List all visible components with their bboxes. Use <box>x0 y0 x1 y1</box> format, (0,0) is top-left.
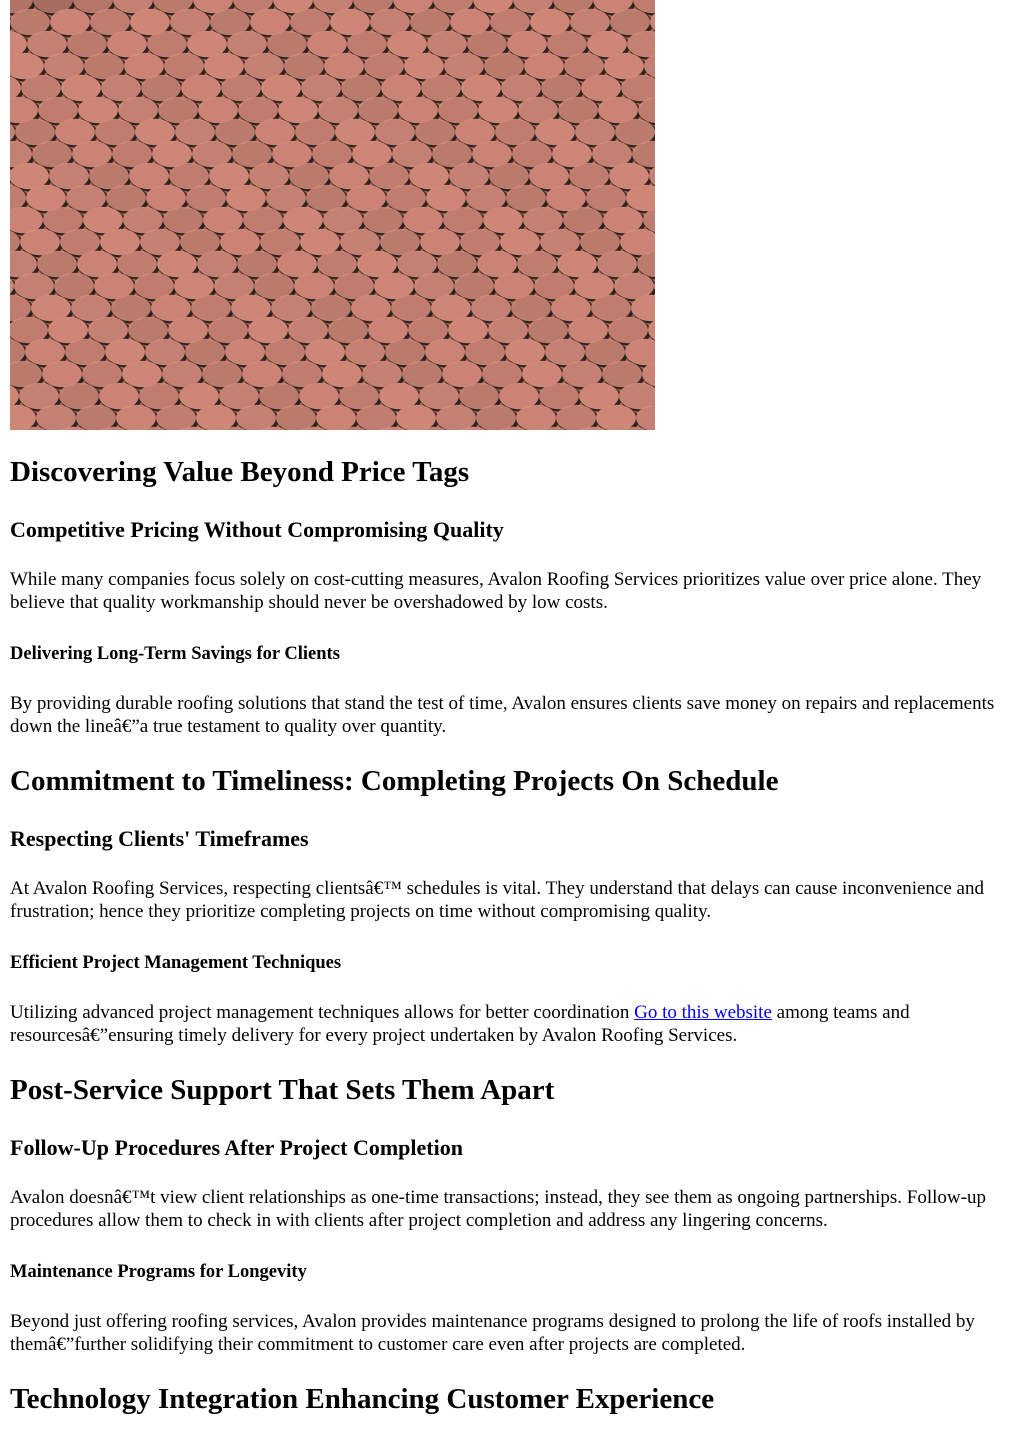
subheading-follow-up: Follow-Up Procedures After Project Completion <box>10 1135 463 1160</box>
paragraph-respecting-timeframes: At Avalon Roofing Services, respecting clientsâ€™ schedules is vital. They understand that delays can cause inconvenience and frustration; hence they prioritize completing projects on time without compromising quality. <box>10 878 984 922</box>
paragraph-competitive-pricing: While many companies focus solely on cost-cutting measures, Avalon Roofing Services prioritizes value over price alone. They believe that quality workmanship should never be overshadowed by low costs. <box>10 569 982 613</box>
paragraph-long-term-savings: By providing durable roofing solutions that stand the test of time, Avalon ensures clients save money on repairs and replacements down the lineâ€”a true testament to quality over quantity. <box>10 693 995 737</box>
go-to-website-link[interactable]: Go to this website <box>634 1002 772 1023</box>
paragraph-follow-up: Avalon doesnâ€™t view client relationships as one-time transactions; instead, they see them as ongoing partnerships. Follow-up procedures allow them to check in with clients after project completion and address any lingering concerns. <box>10 1187 986 1231</box>
section-heading-value: Discovering Value Beyond Price Tags <box>10 456 470 488</box>
subheading-respecting-timeframes: Respecting Clients' Timeframes <box>10 826 309 851</box>
paragraph-text-before-link: Utilizing advanced project management techniques allows for better coordination <box>10 1002 635 1023</box>
section-heading-technology: Technology Integration Enhancing Customer Experience <box>10 1383 715 1415</box>
paragraph-text-after-link: among teams and resourcesâ€”ensuring timely delivery for every project undertaken by Avalon Roofing Services. <box>10 1002 910 1046</box>
subheading-long-term-savings: Delivering Long-Term Savings for Clients <box>10 644 340 664</box>
roof-tiles-image <box>10 0 655 430</box>
article <box>10 0 1010 1415</box>
subheading-project-management: Efficient Project Management Techniques <box>10 953 342 973</box>
section-heading-post-service: Post-Service Support That Sets Them Apart <box>10 1074 555 1106</box>
subheading-maintenance: Maintenance Programs for Longevity <box>10 1262 307 1282</box>
paragraph-project-management <box>10 1001 1005 1047</box>
subheading-competitive-pricing: Competitive Pricing Without Compromising Quality <box>10 517 504 542</box>
section-heading-timeliness: Commitment to Timeliness: Completing Projects On Schedule <box>10 765 779 797</box>
paragraph-maintenance: Beyond just offering roofing services, Avalon provides maintenance programs designed to prolong the life of roofs installed by themâ€”further solidifying their commitment to customer care even after projects are completed. <box>10 1311 975 1355</box>
